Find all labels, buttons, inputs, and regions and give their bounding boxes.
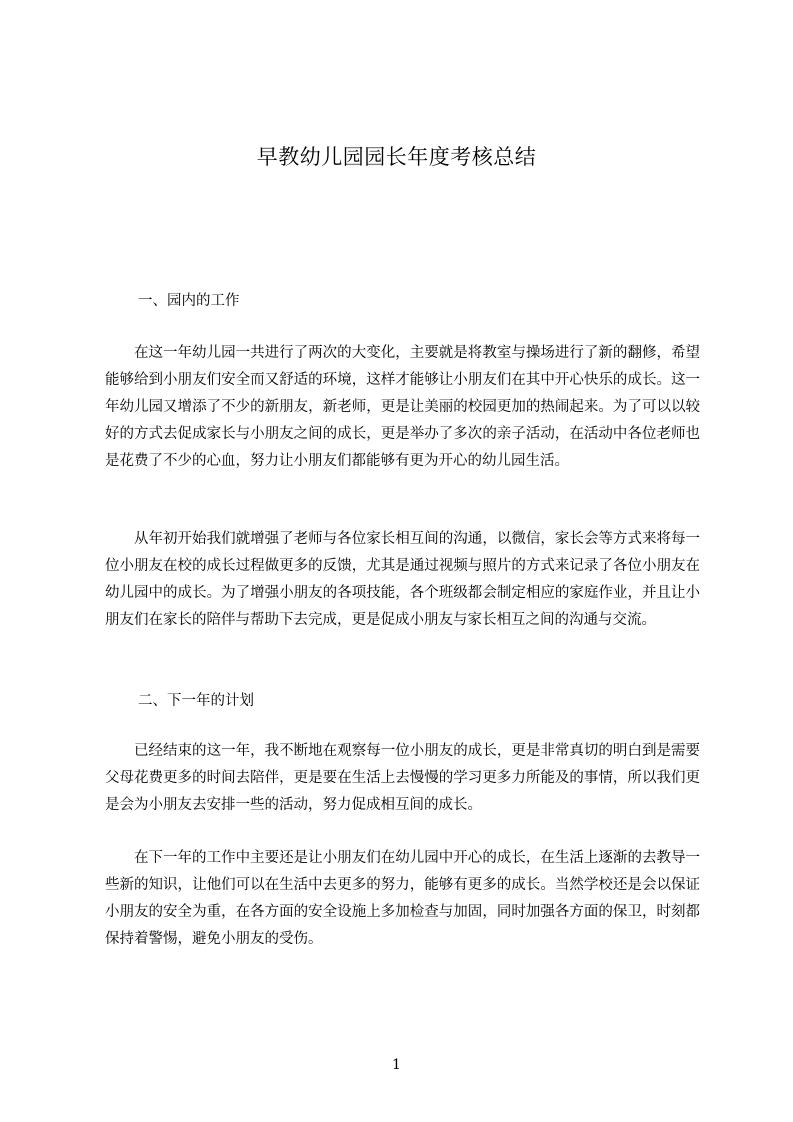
section-heading-1: 一、园内的工作 xyxy=(138,293,240,309)
page-number: 1 xyxy=(392,1057,401,1073)
paragraph-1: 在这一年幼儿园一共进行了两次的大变化，主要就是将教室与操场进行了新的翻修，希望能够给到小朋友们安全而又舒适的环境，这样才能够让小朋友们在其中开心快乐的成长。这一年幼儿园又增添了不少的新朋友，新老师，更是让美丽的校园更加的热闹起来。为了可以以较好的方式去促成家长与小朋友之间的成长，更是举办了多次的亲子活动，在活动中各位老师也是花费了不少的心血，努力让小朋友们都能够有更为开心的幼儿园生活。 xyxy=(105,345,700,469)
section-heading-2: 二、下一年的计划 xyxy=(138,693,254,709)
document-title: 早教幼儿园园长年度考核总结 xyxy=(256,145,537,169)
paragraph-3: 已经结束的这一年，我不断地在观察每一位小朋友的成长，更是非常真切的明白到是需要父母花费更多的时间去陪伴，更是要在生活上去慢慢的学习更多力所能及的事情，所以我们更是会为小朋友去安排一些的活动，努力促成相互间的成长。 xyxy=(105,743,700,813)
paragraph-2: 从年初开始我们就增强了老师与各位家长相互间的沟通，以微信，家长会等方式来将每一位小朋友在校的成长过程做更多的反馈，尤其是通过视频与照片的方式来记录了各位小朋友在幼儿园中的成长。为了增强小朋友的各项技能，各个班级都会制定相应的家庭作业，并且让小朋友们在家长的陪伴与帮助下去完成，更是促成小朋友与家长相互之间的沟通与交流。 xyxy=(105,531,700,628)
paragraph-4: 在下一年的工作中主要还是让小朋友们在幼儿园中开心的成长，在生活上逐渐的去教导一些新的知识，让他们可以在生活中去更多的努力，能够有更多的成长。当然学校还是会以保证小朋友的安全为重，在各方面的安全设施上多加检查与加固，同时加强各方面的保卫，时刻都保持着警惕，避免小朋友的受伤。 xyxy=(105,850,700,947)
